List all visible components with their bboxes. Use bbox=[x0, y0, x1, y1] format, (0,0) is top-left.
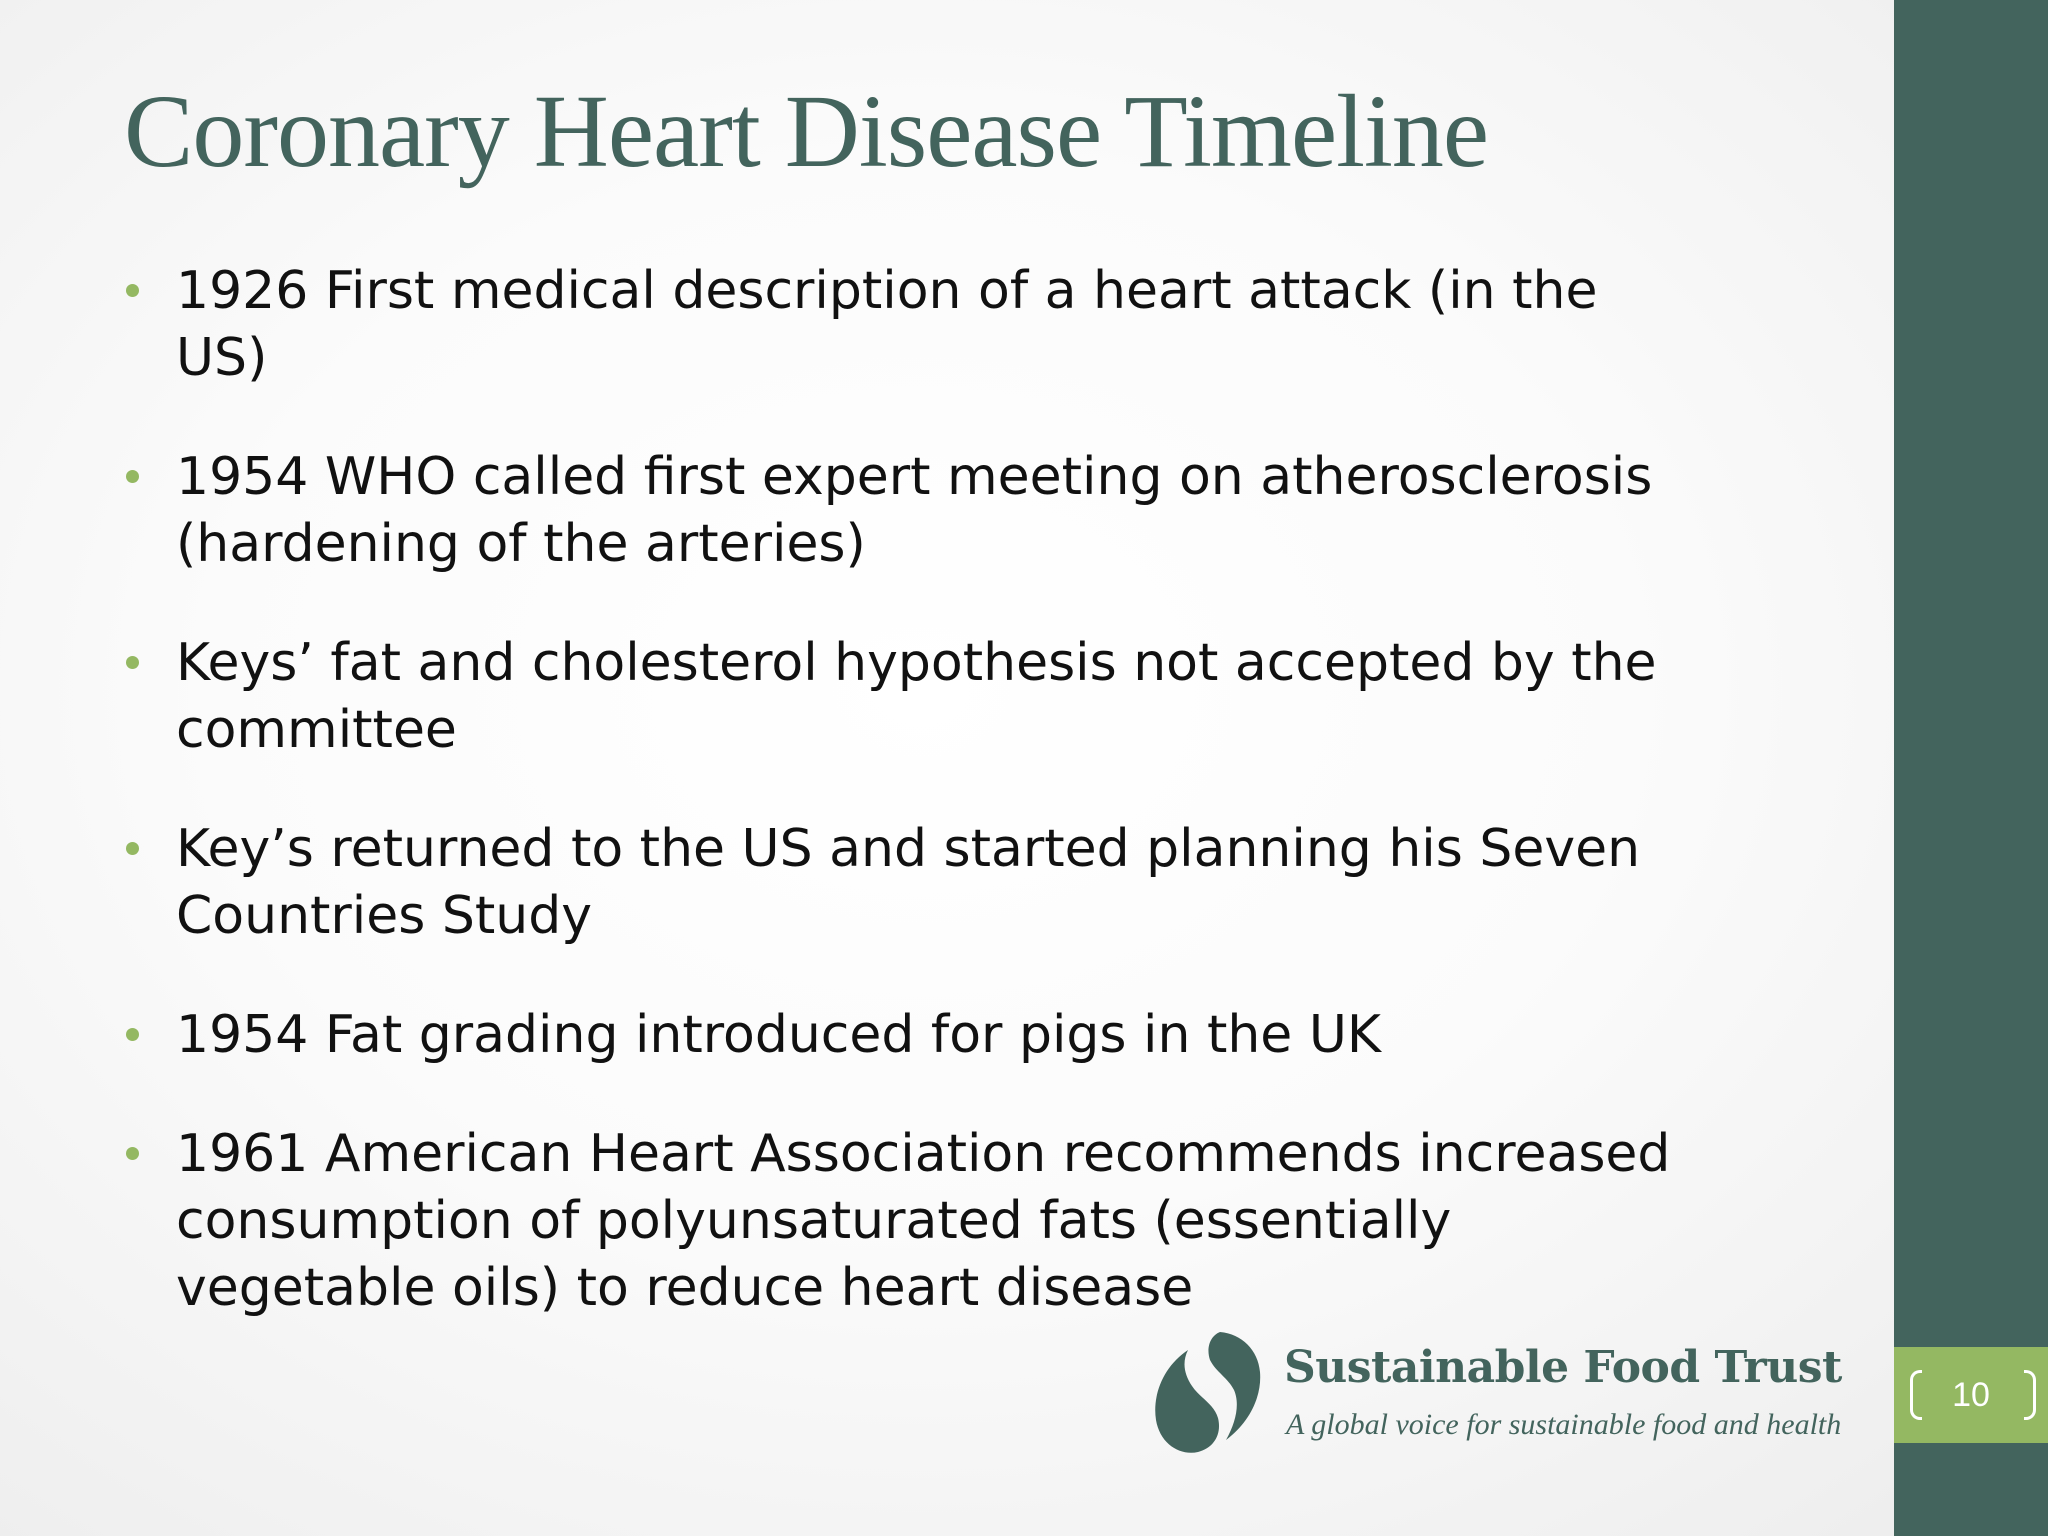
page-number-box bbox=[1894, 1347, 2048, 1443]
bullet-item bbox=[124, 1002, 1704, 1069]
bullet-text: 1954 WHO called first expert meeting on atherosclerosis (hardening of the arteries) bbox=[176, 447, 1653, 574]
logo-name: Sustainable Food Trust bbox=[1284, 1342, 1842, 1393]
sustainable-food-trust-logo bbox=[1150, 1332, 1842, 1462]
bullet-list bbox=[124, 258, 1704, 1374]
bullet-text: Key’s returned to the US and started planning his Seven Countries Study bbox=[176, 819, 1641, 946]
bullet-dot-icon bbox=[126, 470, 139, 483]
bullet-item bbox=[124, 1121, 1704, 1322]
sft-s-leaf-icon bbox=[1150, 1332, 1262, 1458]
bullet-dot-icon bbox=[126, 1147, 139, 1160]
bullet-text: Keys’ fat and cholesterol hypothesis not accepted by the committee bbox=[176, 633, 1657, 760]
side-accent-bar bbox=[1894, 0, 2048, 1536]
bullet-item bbox=[124, 444, 1704, 578]
bullet-text: 1961 American Heart Association recommends increased consumption of polyunsaturated fats (essentially vegetable oils) to reduce heart disease bbox=[176, 1124, 1671, 1318]
bullet-text: 1926 First medical description of a heart attack (in the US) bbox=[176, 261, 1598, 388]
right-bracket-icon bbox=[2024, 1370, 2036, 1420]
bullet-text: 1954 Fat grading introduced for pigs in the UK bbox=[176, 1005, 1381, 1065]
slide-title: Coronary Heart Disease Timeline bbox=[124, 74, 1489, 189]
bullet-item bbox=[124, 816, 1704, 950]
bullet-item bbox=[124, 258, 1704, 392]
logo-tagline: A global voice for sustainable food and health bbox=[1286, 1408, 1842, 1441]
bullet-dot-icon bbox=[126, 284, 139, 297]
bullet-dot-icon bbox=[126, 842, 139, 855]
bullet-dot-icon bbox=[126, 656, 139, 669]
page-number: 10 bbox=[1952, 1376, 1990, 1414]
bullet-dot-icon bbox=[126, 1028, 139, 1041]
bullet-item bbox=[124, 630, 1704, 764]
